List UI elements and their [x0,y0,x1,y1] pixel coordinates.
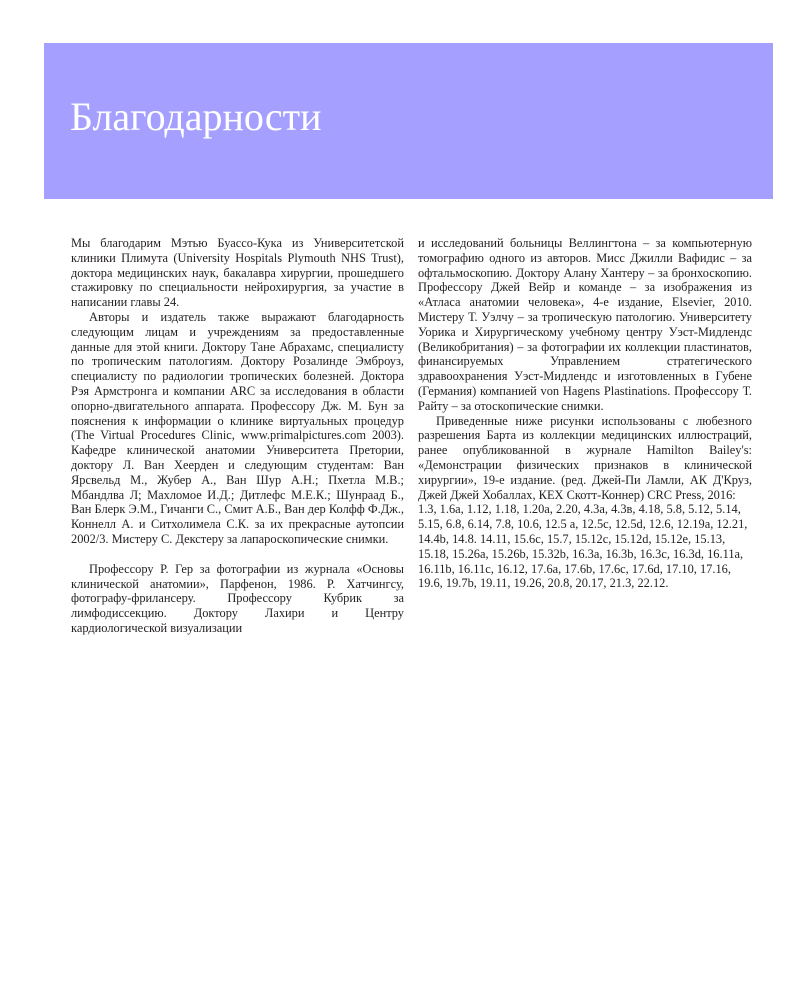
title-banner [44,43,773,199]
right-text-column [418,236,752,591]
paragraph: Авторы и издатель также выражают благодарность следующим лицам и учреждениям за предоставленные данные для этой книги. Доктору Тане Абрахамс, специалисту по тропическим патологиям. Доктору Розалинде Эмброуз, специалисту по радиологии тропических болезней. Доктора Рэя Армстронга и компании ARC за исследования в области опорно-двигательного аппарата. Профессору Дж. М. Бун за пояснения к информации о клинике виртуальных процедур (The Virtual Procedures Clinic, www.primalpictures.com 2003). Кафедре клинической анатомии Университета Претории, доктору Л. Ван Хеерден и следующим студентам: Ван Ярсвельд М., Жубер А., Ван Шур А.Н.; Пхетла М.В.; Мбандлва Л; Махломое И.Д.; Дитлефс М.Е.К.; Шунраад Б., Ван Блерк Э.М., Гичанги С., Смит А.Б., Ван дер Колфф Ф.Дж., Коннелл А. и Ситхолимела С.К. за их прекрасные аутопсии 2002/3. Мистеру С. Декстеру за лапароскопические снимки. [71,309,404,546]
paragraph: Приведенные ниже рисунки использованы с любезного разрешения Барта из коллекции медицинских иллюстраций, ранее опубликованной в журнале Hamilton Bailey's: «Демонстрации физических признаков в клинической хирургии», 19-е издание. (ред. Джей-Пи Ламли, АК Д'Круз, Джей Джей Хобаллах, КЕХ Скотт-Коннер) CRC Press, 2016: [418,413,752,502]
page-title: Благодарности [70,94,322,139]
figure-list: 1.3, 1.6a, 1.12, 1.18, 1.20a, 2.20, 4.3a, 4.3в, 4.18, 5.8, 5.12, 5.14, 5.15, 6.8, 6.14, 7.8, 10.6, 12.5 a, 12.5c, 12.5d, 12.6, 12.19a, 12.21, 14.4b, 14.8. 14.11, 15.6c, 15.7, 15.12c, 15.12d, 15.12e, 15.13, 15.18, 15.26a, 15.26b, 15.32b, 16.3a, 16.3b, 16.3c, 16.3d, 16.11a, 16.11b, 16.11c, 16.12, 17.6a, 17.6b, 17.6c, 17.6d, 17.10, 17.16, 19.6, 19.7b, 19.11, 19.26, 20.8, 20.17, 21.3, 22.12. [418,502,748,591]
paragraph: и исследований больницы Веллингтона – за компьютерную томографию одного из авторов. Мисс Джилли Вафидис – за офтальмоскопию. Доктору Алану Хантеру – за бронхоскопию. Профессору Джей Вейр и команде – за изображения из «Атласа анатомии человека», 4-е издание, Elsevier, 2010. Мистеру Т. Уэлчу – за тропическую патологию. Университету Уорика и Хирургическому учебному центру Уэст-Мидлендс (Великобритания) – за фотографии их коллекции пластинатов, финансируемых Управлением стратегического здравоохранения Уэст-Мидлендс и изготовленных в Губене (Германия) компанией von Hagens Plastinations. Профессору Т. Райту – за отоскопические снимки. [418,236,752,413]
left-text-column [71,236,404,636]
paragraph: Профессору Р. Гер за фотографии из журнала «Основы клинической анатомии», Парфенон, 1986. Р. Хатчингсу, фотографу-фрилансеру. Профессору Кубрик за лимфодиссекцию. Доктору Лахири и Центру кардиологической визуализации [71,561,404,635]
paragraph: Мы благодарим Мэтью Буассо-Кука из Университетской клиники Плимута (University Hospitals Plymouth NHS Trust), доктора медицинских наук, бакалавра хирургии, прошедшего стажировку по специальности нейрохирургия, за участие в написании главы 24. [71,236,404,310]
